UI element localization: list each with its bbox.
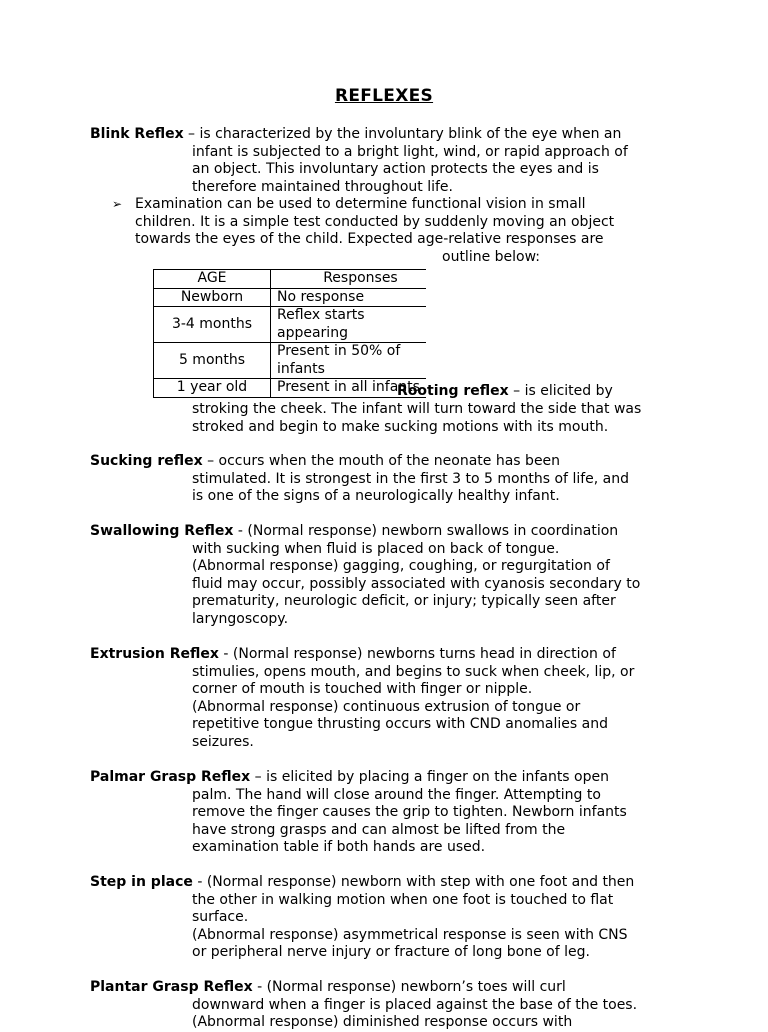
step-in-place-text: or peripheral nerve injury or fracture of long bone of leg.	[192, 944, 590, 960]
table-header-row	[154, 270, 426, 289]
table-cell-response	[271, 288, 426, 307]
sucking-reflex-text: – occurs when the mouth of the neonate has been	[202, 453, 561, 469]
rooting-reflex-entry	[90, 401, 690, 436]
response-line: Reflex starts	[277, 307, 365, 323]
table-cell-age: 5 months	[154, 343, 271, 379]
swallowing-reflex-text: with sucking when fluid is placed on back of tongue.	[192, 540, 560, 557]
step-in-place-text: surface.	[192, 909, 249, 925]
extrusion-reflex-entry	[90, 646, 690, 751]
response-line: Present in 50% of	[277, 343, 401, 359]
table-cell-age: 3-4 months	[154, 307, 271, 343]
palmar-grasp-reflex-text: palm. The hand will close around the finger. Attempting to	[192, 786, 601, 803]
blink-reflex-entry	[90, 126, 690, 196]
extrusion-reflex-term: Extrusion Reflex	[90, 646, 219, 662]
table-cell-response	[271, 307, 426, 343]
page-title: REFLEXES	[334, 86, 434, 106]
extrusion-reflex-text: stimulies, opens mouth, and begins to suck when cheek, lip, or	[192, 663, 635, 680]
response-line: Present in all infants	[277, 379, 420, 395]
palmar-grasp-reflex-entry	[90, 769, 690, 857]
examination-bullet	[112, 196, 692, 266]
plantar-grasp-reflex-term: Plantar Grasp Reflex	[90, 979, 253, 995]
swallowing-reflex-text: fluid may occur, possibly associated with cyanosis secondary to	[192, 575, 641, 592]
table-header-age: AGE	[154, 270, 271, 289]
arrow-bullet-icon: ➢	[112, 197, 123, 211]
rooting-reflex-text: stroking the cheek. The infant will turn toward the side that was	[192, 401, 642, 417]
swallowing-reflex-text: - (Normal response) newborn swallows in coordination	[233, 523, 619, 539]
response-line: No response	[277, 288, 365, 305]
table-cell-age: Newborn	[154, 288, 271, 307]
blink-reflex-text: an object. This involuntary action protects the eyes and is	[192, 161, 599, 177]
extrusion-reflex-text: repetitive tongue thrusting occurs with CND anomalies and	[192, 716, 608, 732]
palmar-grasp-reflex-text: have strong grasps and can almost be lifted from the	[192, 821, 566, 838]
table-row	[154, 379, 426, 398]
step-in-place-text: (Abnormal response) asymmetrical response is seen with CNS	[192, 926, 628, 943]
table-row	[154, 288, 426, 307]
rooting-reflex-term: Rooting reflex	[397, 383, 509, 399]
palmar-grasp-reflex-text: examination table if both hands are used.	[192, 839, 486, 855]
plantar-grasp-reflex-text: - (Normal response) newborn’s toes will curl	[252, 979, 566, 995]
bullet-text: children. It is a simple test conducted by suddenly moving an object	[135, 213, 615, 230]
step-in-place-entry	[90, 874, 690, 962]
extrusion-reflex-text: - (Normal response) newborns turns head in direction of	[218, 646, 616, 662]
rooting-reflex-text: stroked and begin to make sucking motions with its mouth.	[192, 418, 609, 435]
table-cell-age: 1 year old	[154, 379, 271, 398]
step-in-place-term: Step in place	[90, 874, 193, 890]
swallowing-reflex-text: (Abnormal response) gagging, coughing, or regurgitation of	[192, 558, 610, 574]
rooting-reflex-heading	[397, 383, 613, 401]
table-row	[154, 343, 426, 379]
extrusion-reflex-text: (Abnormal response) continuous extrusion of tongue or	[192, 698, 581, 715]
blink-reflex-term: Blink Reflex	[90, 126, 184, 142]
table-row	[154, 307, 426, 343]
age-response-table	[153, 269, 426, 398]
blink-reflex-text: – is characterized by the involuntary blink of the eye when an	[183, 126, 622, 142]
blink-reflex-text: infant is subjected to a bright light, wind, or rapid approach of	[192, 143, 628, 160]
palmar-grasp-reflex-term: Palmar Grasp Reflex	[90, 769, 251, 785]
response-line: appearing	[277, 324, 348, 341]
sucking-reflex-term: Sucking reflex	[90, 453, 203, 469]
step-in-place-text: the other in walking motion when one foot is touched to flat	[192, 891, 614, 908]
swallowing-reflex-term: Swallowing Reflex	[90, 523, 234, 539]
extrusion-reflex-text: seizures.	[192, 733, 254, 750]
extrusion-reflex-text: corner of mouth is touched with finger or nipple.	[192, 681, 533, 697]
table-header-responses: Responses	[271, 270, 426, 289]
plantar-grasp-reflex-text: (Abnormal response) diminished response occurs with	[192, 1014, 573, 1030]
blink-reflex-text: therefore maintained throughout life.	[192, 178, 453, 195]
step-in-place-text: - (Normal response) newborn with step with one foot and then	[192, 874, 635, 890]
palmar-grasp-reflex-text: – is elicited by placing a finger on the infants open	[250, 769, 609, 785]
response-line: infants	[277, 360, 325, 377]
palmar-grasp-reflex-text: remove the finger causes the grip to tighten. Newborn infants	[192, 804, 627, 820]
plantar-grasp-reflex-text: downward when a finger is placed against the base of the toes.	[192, 996, 638, 1013]
swallowing-reflex-text: laryngoscopy.	[192, 610, 289, 627]
swallowing-reflex-text: prematurity, neurologic deficit, or injury; typically seen after	[192, 593, 616, 609]
bullet-text: towards the eyes of the child. Expected age-relative responses are	[135, 231, 604, 247]
bullet-text: Examination can be used to determine functional vision in small	[135, 196, 586, 212]
swallowing-reflex-entry	[90, 523, 690, 628]
sucking-reflex-entry	[90, 453, 690, 506]
bullet-text: outline below:	[442, 248, 540, 265]
table-cell-response	[271, 343, 426, 379]
sucking-reflex-text: stimulated. It is strongest in the first 3 to 5 months of life, and	[192, 470, 630, 487]
sucking-reflex-text: is one of the signs of a neurologically healthy infant.	[192, 488, 560, 504]
rooting-reflex-text: – is elicited by	[508, 383, 613, 399]
